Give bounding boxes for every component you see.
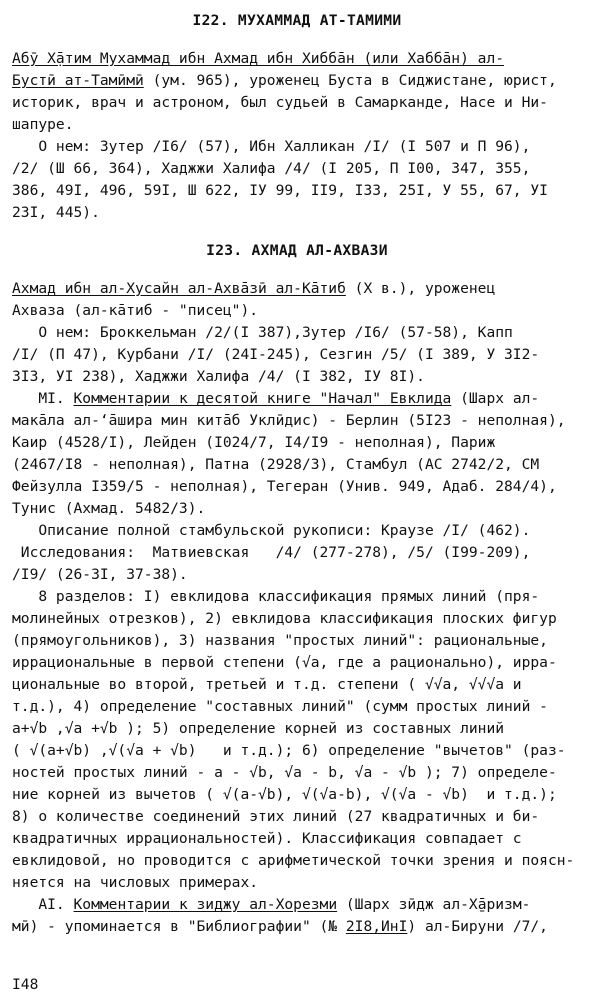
text-line — [12, 762, 582, 784]
text-line — [12, 520, 582, 542]
text-run: Фейзулла I359/5 - неполная), Тегеран (Унив. 949, Адаб. 284/4), — [12, 478, 557, 495]
text-run: (Х в.), уроженец — [345, 280, 496, 297]
text-run: Исследования: Матвиевская /4/ (277-278), /5/ (I99-209), — [12, 544, 531, 561]
text-run: МI. — [12, 390, 74, 407]
section-123-title: I23. АХМАД АЛ-АХВАЗИ — [206, 242, 388, 259]
text-line — [12, 586, 582, 608]
text-run: (Шарх зӣдж ал-Х̱āризм- — [337, 896, 531, 913]
text-run: /I/ (П 47), Курбани /I/ (24I-245), Сезгин /5/ (I 389, У 3I2- — [12, 346, 540, 363]
text-line — [12, 696, 582, 718]
underlined-term: Бустӣ ат-Тамӣмӣ — [12, 72, 144, 89]
text-line — [12, 158, 582, 180]
text-line — [12, 70, 582, 92]
text-run: ние корней из вычетов ( √(a-√b), √(√a-b), √(√a - √b) и т.д.); — [12, 786, 557, 803]
text-run: квадратичных иррациональностей). Классификация совпадает с — [12, 830, 522, 847]
text-line — [12, 48, 582, 70]
text-line — [12, 300, 582, 322]
text-line — [12, 630, 582, 652]
text-run: циональные во второй, третьей и т.д. степени ( √√a, √√√a и — [12, 676, 522, 693]
section-122-title: I22. МУХАММАД АТ-ТАМИМИ — [192, 12, 402, 29]
text-run: О нем: Зутер /I6/ (57), Ибн Халликан /I/ (I 507 и П 96), — [12, 138, 531, 155]
text-run: историк, врач и астроном, был судьей в Самарканде, Насе и Ни- — [12, 94, 548, 111]
text-run: Описание полной стамбульской рукописи: Краузе /I/ (462). — [12, 522, 531, 539]
text-run: иррациональные в первой степени (√a, где а рационально), ирра- — [12, 654, 557, 671]
text-run: макāла ал-‘āшира мин китāб Уклӣдис) - Берлин (5I23 - неполная), — [12, 412, 566, 429]
text-line — [12, 872, 582, 894]
text-line — [12, 388, 582, 410]
text-line — [12, 608, 582, 630]
text-line — [12, 366, 582, 388]
section-122-body — [12, 48, 582, 224]
text-run: (2467/I8 - неполная), Патна (2928/3), Стамбул (АС 2742/2, СМ — [12, 456, 540, 473]
text-run: (прямоугольников), 3) названия "простых линий": рациональные, — [12, 632, 548, 649]
text-run: /I9/ (26-3I, 37-38). — [12, 566, 188, 583]
underlined-term: Комментарии к десятой книге "Начал" Евклида — [73, 390, 452, 407]
text-run: О нем: Броккельман /2/(I 387),Зутер /I6/ (57-58), Капп — [12, 324, 513, 341]
text-run: 8 разделов: I) евклидова классификация прямых линий (пря- — [12, 588, 540, 605]
text-run: 8) о количестве соединений этих линий (27 квадратичных и би- — [12, 808, 540, 825]
underlined-term: 2I8,ИнI — [345, 918, 408, 935]
text-line — [12, 136, 582, 158]
text-line — [12, 740, 582, 762]
text-run: Каир (4528/I), Лейден (I024/7, I4/I9 - неполная), Париж — [12, 434, 496, 451]
text-line — [12, 454, 582, 476]
text-line — [12, 718, 582, 740]
text-line — [12, 278, 582, 300]
text-run: ( √(a+√b) ,√(√a + √b) и т.д.); 6) определение "вычетов" (раз- — [12, 742, 566, 759]
text-run: няется на числовых примерах. — [12, 874, 259, 891]
text-line — [12, 432, 582, 454]
text-line — [12, 114, 582, 136]
text-line — [12, 916, 582, 938]
text-line — [12, 344, 582, 366]
text-line — [12, 202, 582, 224]
text-line — [12, 652, 582, 674]
text-line — [12, 806, 582, 828]
text-run: т.д.), 4) определение "составных линий" (сумм простых линий - — [12, 698, 548, 715]
text-run: 3I3, УI 238), Хаджжи Халифа /4/ (I 382, IУ 8I). — [12, 368, 425, 385]
text-run: шапуре. — [12, 116, 74, 133]
text-line — [12, 850, 582, 872]
text-run: АI. — [12, 896, 74, 913]
text-line — [12, 180, 582, 202]
text-run: 23I, 445). — [12, 204, 100, 221]
text-line — [12, 784, 582, 806]
text-line — [12, 894, 582, 916]
text-run: молинейных отрезков), 2) евклидова классификация плоских фигур — [12, 610, 557, 627]
text-run: ностей простых линий - a - √b, √a - b, √a - √b ); 7) определе- — [12, 764, 557, 781]
text-line — [12, 828, 582, 850]
text-run: ) ал-Бируни /7/, — [407, 918, 548, 935]
text-run: (Шарх ал- — [451, 390, 540, 407]
text-line — [12, 92, 582, 114]
underlined-term: Абӯ Х̣āтим Мухаммад ибн Ахмад ибн Хиббāн (или Хаббāн) ал- — [12, 50, 505, 67]
underlined-term: Ахмад ибн ал-Хусайн ал-Ахвāзӣ ал-Кāтиб — [12, 280, 346, 297]
text-run: евклидовой, но проводится с арифметической точки зрения и поясн- — [12, 852, 575, 869]
text-line — [12, 542, 582, 564]
text-line — [12, 674, 582, 696]
text-line — [12, 410, 582, 432]
text-line — [12, 322, 582, 344]
text-line — [12, 564, 582, 586]
text-run: a+√b ,√a +√b ); 5) определение корней из составных линий — [12, 720, 505, 737]
page-number: I48 — [12, 976, 39, 993]
text-run: Тунис (Ахмад. 5482/3). — [12, 500, 206, 517]
text-run: Ахваза (ал-кāтиб - "писец"). — [12, 302, 259, 319]
text-run: 386, 49I, 496, 59I, Ш 622, IУ 99, II9, I33, 25I, У 55, 67, УI — [12, 182, 548, 199]
text-run: (ум. 965), уроженец Буста в Сиджистане, юрист, — [143, 72, 557, 89]
text-run: мӣ) - упоминается в "Библиографии" (№ — [12, 918, 346, 935]
underlined-term: Комментарии к зиджу ал-Хорезми — [73, 896, 338, 913]
text-line — [12, 476, 582, 498]
text-line — [12, 498, 582, 520]
section-123-body — [12, 278, 582, 938]
text-run: /2/ (Ш 66, 364), Хаджжи Халифа /4/ (I 205, П I00, 347, 355, — [12, 160, 531, 177]
